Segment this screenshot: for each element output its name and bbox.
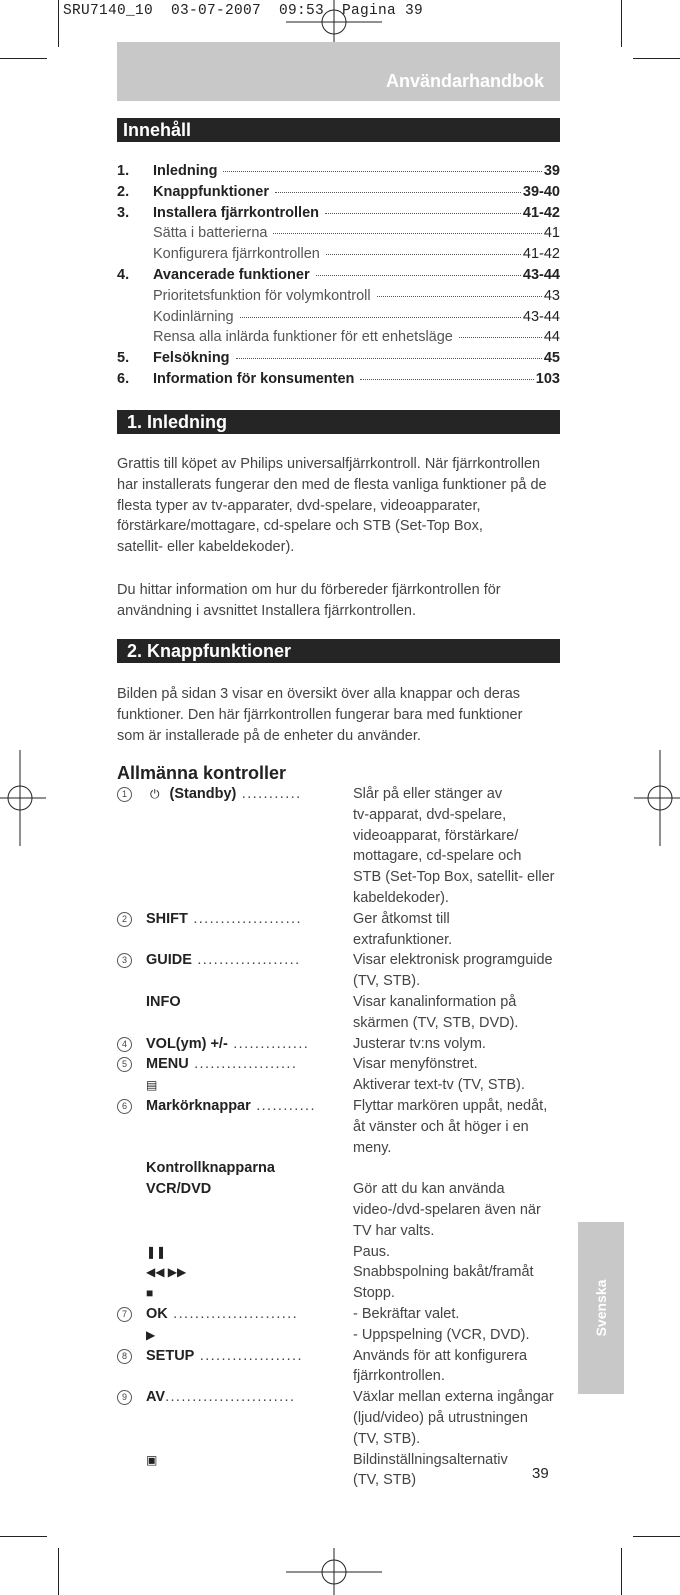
toc-leader bbox=[316, 275, 521, 276]
toc-leader bbox=[240, 317, 521, 318]
header-title: Användarhandbok bbox=[385, 71, 544, 91]
toc-page: 41 bbox=[543, 225, 560, 242]
item-number: 9 bbox=[117, 1390, 132, 1405]
toc-leader bbox=[377, 296, 542, 297]
button-symbol-icon: ▶ bbox=[146, 1327, 156, 1342]
control-description bbox=[353, 909, 568, 951]
toc-number: 3. bbox=[117, 204, 130, 221]
control-label bbox=[146, 1262, 346, 1283]
control-name: (Standby) bbox=[169, 786, 237, 802]
toc-row bbox=[117, 163, 560, 183]
toc-leader bbox=[275, 192, 521, 193]
toc-leader bbox=[325, 213, 521, 214]
control-name: Markörknappar bbox=[146, 1098, 251, 1114]
toc-title: Inledning bbox=[153, 163, 218, 179]
toc-page: 45 bbox=[543, 350, 560, 367]
description-line: video-/dvd-spelaren även när bbox=[353, 1201, 541, 1218]
toc-title: Installera fjärrkontrollen bbox=[153, 204, 319, 221]
paragraph: Du hittar information om hur du förbereder fjärrkontrollen för användning i avsnittet Installera fjärrkontrollen. bbox=[117, 582, 501, 619]
control-label bbox=[146, 1283, 346, 1304]
description-line: STB (Set-Top Box, satellit- eller bbox=[353, 869, 555, 886]
button-symbol-icon: ❚❚ bbox=[146, 1244, 167, 1259]
control-entry bbox=[117, 909, 567, 951]
toc-page: 103 bbox=[535, 371, 560, 387]
crop-mark bbox=[633, 58, 680, 59]
dot-leader: ................... bbox=[188, 1056, 298, 1073]
toc-page: 39 bbox=[543, 163, 560, 179]
toc-title: Knappfunktioner bbox=[153, 183, 269, 200]
crop-mark bbox=[58, 0, 59, 47]
description-line: (TV, STB). bbox=[353, 973, 421, 990]
toc-row bbox=[117, 205, 560, 225]
control-entry bbox=[117, 1387, 567, 1449]
control-description bbox=[353, 950, 568, 992]
description-line: videoapparat, förstärkare/ bbox=[353, 827, 519, 844]
toc-page: 43 bbox=[543, 287, 560, 304]
control-label bbox=[146, 1179, 346, 1200]
registration-mark-icon bbox=[0, 750, 46, 846]
crop-mark bbox=[58, 1548, 59, 1595]
control-label bbox=[146, 1387, 346, 1408]
toc-title: Kodinlärning bbox=[153, 308, 234, 325]
control-label bbox=[146, 1034, 346, 1055]
toc-title: Avancerade funktioner bbox=[153, 267, 310, 283]
control-label bbox=[146, 1346, 346, 1367]
control-entry bbox=[117, 950, 567, 992]
control-label bbox=[146, 1096, 346, 1117]
contents-heading: Innehåll bbox=[117, 118, 560, 142]
control-description bbox=[353, 1387, 568, 1449]
toc-number: 2. bbox=[117, 183, 130, 200]
description-line: TV har valts. bbox=[353, 1222, 435, 1239]
control-label bbox=[146, 1450, 346, 1471]
description-line: fjärrkontrollen. bbox=[353, 1368, 445, 1385]
description-line: Bildinställningsalternativ bbox=[353, 1451, 508, 1468]
control-description bbox=[353, 1304, 568, 1325]
control-label bbox=[146, 1325, 346, 1346]
control-entry bbox=[117, 1304, 567, 1325]
dot-leader: ........................ bbox=[165, 1389, 296, 1406]
item-number: 8 bbox=[117, 1349, 132, 1364]
control-description bbox=[353, 1054, 568, 1075]
header-banner bbox=[117, 42, 560, 101]
toc-row bbox=[117, 309, 560, 329]
dot-leader: .............. bbox=[227, 1035, 310, 1052]
toc-page: 43-44 bbox=[522, 308, 560, 325]
control-name: VCR/DVD bbox=[146, 1181, 212, 1198]
toc-title: Prioritetsfunktion för volymkontroll bbox=[153, 287, 371, 304]
toc-page: 39-40 bbox=[522, 183, 560, 200]
crop-mark bbox=[0, 1536, 47, 1537]
toc-row bbox=[117, 246, 560, 266]
description-line: extrafunktioner. bbox=[353, 931, 453, 948]
control-entry bbox=[117, 1262, 567, 1283]
description-line: Visar menyfönstret. bbox=[353, 1056, 478, 1073]
toc-leader bbox=[273, 233, 541, 234]
description-line: Används för att konfigurera bbox=[353, 1347, 528, 1364]
toc-title: Konfigurera fjärrkontrollen bbox=[153, 246, 320, 263]
control-entry bbox=[117, 1242, 567, 1263]
toc-leader bbox=[326, 254, 521, 255]
control-description bbox=[353, 1075, 568, 1096]
control-label bbox=[146, 1054, 346, 1075]
control-name: Kontrollknapparna bbox=[146, 1160, 275, 1177]
description-line: Stopp. bbox=[353, 1285, 395, 1302]
control-description bbox=[353, 1096, 568, 1158]
section-heading: 1. Inledning bbox=[117, 410, 560, 434]
toc-title: Sätta i batterierna bbox=[153, 225, 268, 242]
control-label bbox=[146, 1304, 346, 1325]
toc-leader bbox=[459, 337, 542, 338]
control-entry bbox=[117, 1450, 567, 1492]
control-entry bbox=[117, 1346, 567, 1388]
control-name: OK bbox=[146, 1306, 168, 1322]
description-line: Gör att du kan använda bbox=[353, 1181, 505, 1198]
subheading: Allmänna kontroller bbox=[117, 763, 287, 783]
toc-number: 6. bbox=[117, 371, 130, 387]
toc-row bbox=[117, 329, 560, 349]
toc-page: 44 bbox=[543, 329, 560, 346]
toc-number: 5. bbox=[117, 350, 130, 367]
toc-row bbox=[117, 350, 560, 370]
dot-leader: ....................... bbox=[167, 1306, 299, 1322]
button-symbol-icon: ■ bbox=[146, 1286, 154, 1301]
item-number: 3 bbox=[117, 953, 132, 968]
control-description bbox=[353, 992, 568, 1034]
dot-leader: ........... bbox=[250, 1098, 316, 1114]
language-tab-label: Svenska bbox=[593, 1279, 609, 1337]
dot-leader: ........... bbox=[236, 786, 302, 802]
control-entry bbox=[117, 1283, 567, 1304]
control-entry bbox=[117, 992, 567, 1034]
control-description bbox=[353, 1262, 568, 1283]
print-slug: SRU7140_10 03-07-2007 09:53 Pagina 39 bbox=[63, 3, 424, 19]
toc-page: 41-42 bbox=[522, 204, 560, 221]
paragraph: Grattis till köpet av Philips universalfjärrkontroll. När fjärrkontrollen har installerats fungerar den med de flesta vanliga funktioner på de flesta typer av tv-apparater, dvd-spelare, videoapparater, förstärkare/mottagare, cd-spelare och STB (Set-Top Box, satellit- eller kabeldekoder). bbox=[117, 456, 547, 556]
description-line: kabeldekoder). bbox=[353, 889, 449, 906]
description-line: Snabbspolning bakåt/framåt bbox=[353, 1264, 534, 1281]
description-line: (TV, STB) bbox=[353, 1472, 417, 1489]
description-line: Flyttar markören uppåt, nedåt, bbox=[353, 1098, 548, 1114]
control-name: INFO bbox=[146, 994, 181, 1010]
paragraph: Bilden på sidan 3 visar en översikt över alla knappar och deras funktioner. Den här fjärrkontrollen fungerar bara med funktioner som är installerade på de enheter du använder. bbox=[117, 686, 523, 744]
crop-mark bbox=[633, 1536, 680, 1537]
control-label bbox=[146, 950, 346, 971]
language-tab bbox=[578, 1222, 624, 1394]
item-number: 2 bbox=[117, 912, 132, 927]
toc-leader bbox=[360, 379, 533, 380]
toc-page: 43-44 bbox=[522, 267, 560, 283]
toc-row bbox=[117, 225, 560, 245]
item-number: 5 bbox=[117, 1057, 132, 1072]
dot-leader: ................... bbox=[194, 1347, 303, 1364]
description-line: mottagare, cd-spelare och bbox=[353, 848, 522, 865]
description-line: meny. bbox=[353, 1139, 392, 1156]
description-line: Visar kanalinformation på bbox=[353, 994, 517, 1010]
control-name: VOL(ym) +/- bbox=[146, 1035, 228, 1052]
control-entry bbox=[117, 1034, 567, 1055]
description-line: tv-apparat, dvd-spelare, bbox=[353, 806, 507, 823]
control-description bbox=[353, 1325, 568, 1346]
dot-leader: .................... bbox=[187, 910, 302, 927]
description-line: skärmen (TV, STB, DVD). bbox=[353, 1014, 519, 1031]
control-name: SHIFT bbox=[146, 910, 188, 927]
control-entry bbox=[117, 784, 567, 909]
toc-title: Information för konsumenten bbox=[153, 371, 355, 387]
description-line: Slår på eller stänger av bbox=[353, 786, 503, 802]
button-symbol-icon: ◀◀ ▶▶ bbox=[146, 1265, 187, 1280]
control-label bbox=[146, 992, 346, 1013]
toc-page: 41-42 bbox=[522, 246, 560, 263]
description-line: Ger åtkomst till bbox=[353, 910, 450, 927]
toc-title: Felsökning bbox=[153, 350, 230, 367]
crop-mark bbox=[0, 58, 47, 59]
control-description bbox=[353, 1346, 568, 1388]
button-symbol-icon: ▤ bbox=[146, 1078, 158, 1093]
control-entry bbox=[117, 1325, 567, 1346]
control-label bbox=[146, 1075, 346, 1096]
description-line: (TV, STB). bbox=[353, 1430, 421, 1447]
control-description bbox=[353, 784, 568, 909]
control-entry bbox=[117, 1054, 567, 1075]
toc-leader bbox=[223, 171, 541, 172]
toc-number: 4. bbox=[117, 267, 130, 283]
dot-leader: ................... bbox=[191, 952, 301, 969]
item-number: 6 bbox=[117, 1099, 132, 1114]
control-entry bbox=[117, 1179, 567, 1241]
toc-leader bbox=[236, 358, 542, 359]
button-symbol-icon: ⏻ bbox=[150, 787, 160, 801]
section-heading: 2. Knappfunktioner bbox=[117, 639, 560, 663]
description-line: Visar elektronisk programguide bbox=[353, 952, 553, 969]
control-name: AV bbox=[146, 1389, 166, 1406]
description-line: Justerar tv:ns volym. bbox=[353, 1035, 486, 1052]
description-line: Aktiverar text-tv (TV, STB). bbox=[353, 1077, 525, 1094]
control-name: SETUP bbox=[146, 1347, 195, 1364]
item-number: 1 bbox=[117, 787, 132, 802]
description-line: Paus. bbox=[353, 1243, 391, 1260]
description-line: Växlar mellan externa ingångar bbox=[353, 1389, 554, 1406]
registration-mark-icon bbox=[634, 750, 680, 846]
control-entry bbox=[117, 1075, 567, 1096]
control-name: GUIDE bbox=[146, 952, 192, 969]
toc-row bbox=[117, 371, 560, 391]
control-description bbox=[353, 1283, 568, 1304]
item-number: 4 bbox=[117, 1037, 132, 1052]
item-number: 7 bbox=[117, 1307, 132, 1322]
toc-number: 1. bbox=[117, 163, 130, 179]
control-label bbox=[146, 784, 346, 805]
page-number: 39 bbox=[532, 1465, 549, 1482]
control-label bbox=[146, 1158, 346, 1179]
toc-row bbox=[117, 288, 560, 308]
description-line: åt vänster och åt höger i en bbox=[353, 1118, 529, 1135]
control-label bbox=[146, 909, 346, 930]
description-line: - Bekräftar valet. bbox=[353, 1306, 460, 1322]
registration-mark-icon bbox=[286, 1548, 382, 1595]
description-line: (ljud/video) på utrustningen bbox=[353, 1409, 528, 1426]
control-description bbox=[353, 1179, 568, 1241]
toc-row bbox=[117, 184, 560, 204]
control-entry bbox=[117, 1096, 567, 1158]
control-description bbox=[353, 1242, 568, 1263]
control-name: MENU bbox=[146, 1056, 189, 1073]
control-label bbox=[146, 1242, 346, 1263]
button-symbol-icon: ▣ bbox=[146, 1452, 158, 1467]
control-entry bbox=[117, 1158, 567, 1179]
toc-row bbox=[117, 267, 560, 287]
crop-mark bbox=[621, 1548, 622, 1595]
control-description bbox=[353, 1034, 568, 1055]
description-line: - Uppspelning (VCR, DVD). bbox=[353, 1326, 530, 1343]
crop-mark bbox=[621, 0, 622, 47]
toc-title: Rensa alla inlärda funktioner för ett enhetsläge bbox=[153, 329, 453, 346]
